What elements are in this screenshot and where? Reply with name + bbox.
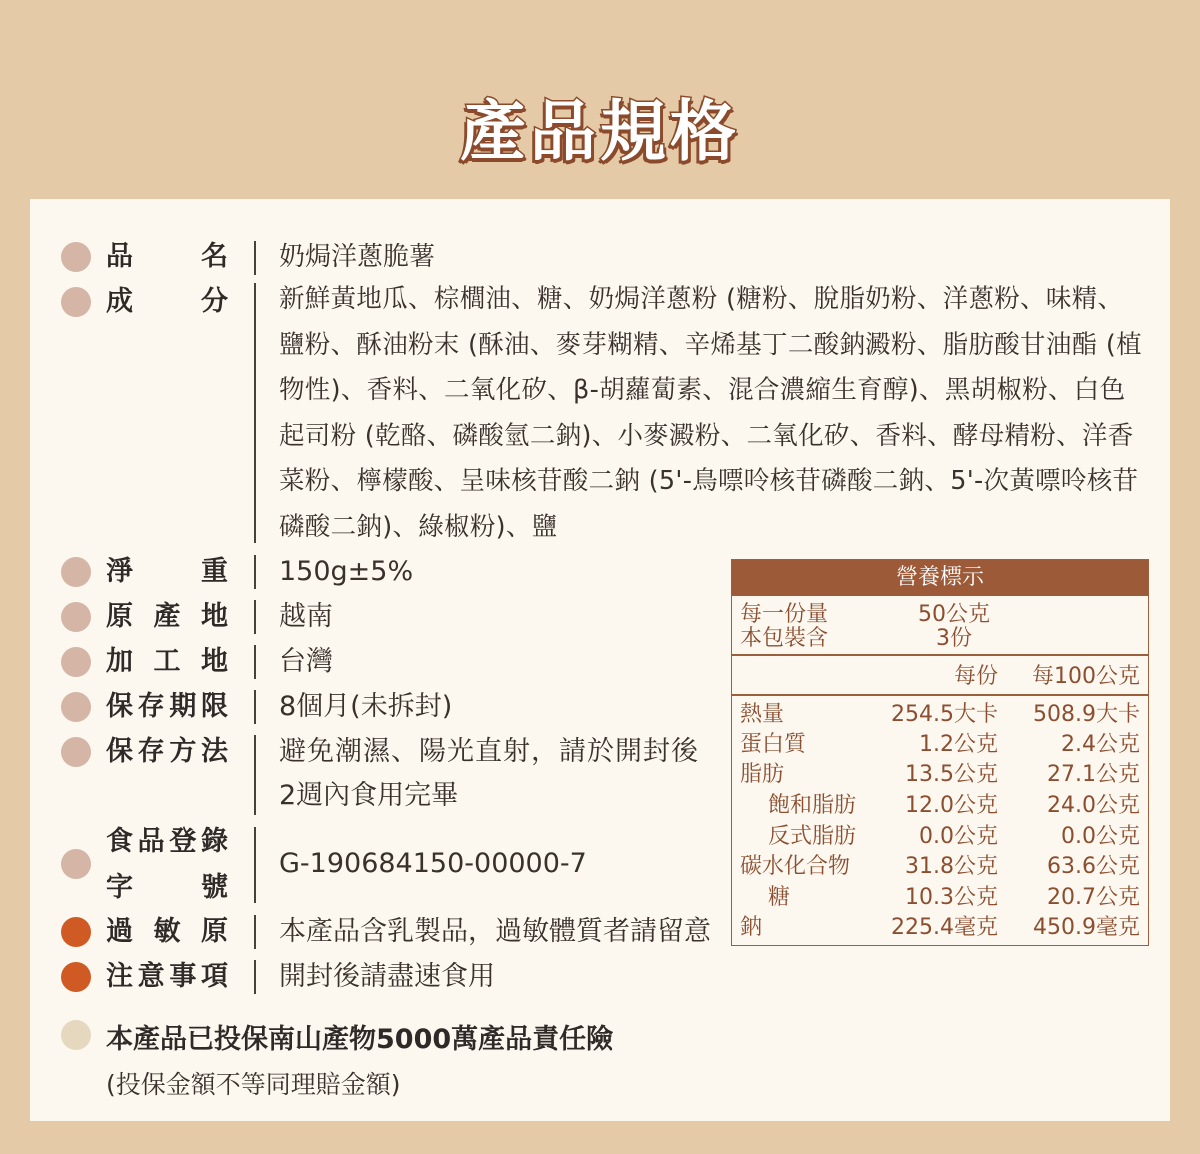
value-registration: G-190684150-00000-7 <box>279 848 587 879</box>
label-origin: 原產地 <box>106 601 228 632</box>
table-divider <box>732 694 1148 696</box>
nutrient-per-100g: 0.0公克 <box>1061 824 1140 849</box>
nutrient-per-100g: 63.6公克 <box>1047 854 1140 879</box>
nutrient-name: 鈉 <box>740 915 763 940</box>
nutrient-per-100g: 508.9大卡 <box>1033 702 1140 727</box>
col-per-100g: 每100公克 <box>1032 664 1140 689</box>
nutrient-per-serving: 254.5大卡 <box>891 702 998 727</box>
label-processing: 加工地 <box>106 646 228 677</box>
insurance-dot <box>61 1020 91 1050</box>
bullet-dot <box>61 557 91 587</box>
nutrient-per-100g: 27.1公克 <box>1047 762 1140 787</box>
divider <box>254 735 256 815</box>
nutrient-name: 飽和脂肪 <box>768 793 857 818</box>
nutrient-per-serving: 13.5公克 <box>905 762 998 787</box>
bullet-dot <box>61 287 91 317</box>
nutrient-name: 反式脂肪 <box>768 824 857 849</box>
servings-value: 3份 <box>936 626 972 651</box>
value-origin: 越南 <box>279 601 333 632</box>
value-storage-line2: 2週內食用完畢 <box>279 780 459 811</box>
label-name: 品名 <box>106 241 228 272</box>
divider <box>254 555 256 589</box>
insurance-note: 本產品已投保南山產物5000萬產品責任險 <box>106 1024 614 1055</box>
nutrient-per-100g: 2.4公克 <box>1061 732 1140 757</box>
value-notice: 開封後請盡速食用 <box>279 961 495 992</box>
divider <box>254 960 256 994</box>
nutrient-name: 糖 <box>768 885 791 910</box>
nutrient-per-100g: 450.9毫克 <box>1033 915 1140 940</box>
servings-label: 本包裝含 <box>740 626 829 651</box>
nutrient-per-serving: 225.4毫克 <box>891 915 998 940</box>
nutrient-name: 蛋白質 <box>740 732 807 757</box>
value-storage-line1: 避免潮濕、陽光直射，請於開封後 <box>279 736 699 767</box>
nutrition-table <box>731 559 1149 946</box>
nutrient-per-100g: 20.7公克 <box>1047 885 1140 910</box>
bullet-dot <box>61 849 91 879</box>
label-storage: 保存方法 <box>106 736 228 767</box>
value-weight: 150g±5% <box>279 556 414 587</box>
label-shelf-life: 保存期限 <box>106 691 228 722</box>
label-notice: 注意事項 <box>106 961 228 992</box>
label-registration-line2: 字號 <box>106 872 228 903</box>
label-registration-line1: 食品登錄 <box>106 826 228 857</box>
nutrition-title: 營養標示 <box>732 560 1148 596</box>
nutrient-per-100g: 24.0公克 <box>1047 793 1140 818</box>
spec-card <box>30 199 1170 1121</box>
nutrient-name: 熱量 <box>740 702 785 727</box>
nutrient-per-serving: 10.3公克 <box>905 885 998 910</box>
bullet-dot <box>61 602 91 632</box>
bullet-dot <box>61 647 91 677</box>
label-ingredients: 成分 <box>106 286 228 317</box>
nutrient-name: 碳水化合物 <box>740 854 851 879</box>
alert-dot <box>61 917 91 947</box>
value-processing: 台灣 <box>279 646 333 677</box>
divider <box>254 915 256 949</box>
nutrient-per-serving: 12.0公克 <box>905 793 998 818</box>
alert-dot <box>61 962 91 992</box>
divider <box>254 241 256 275</box>
page-title: 產品規格 <box>460 93 740 170</box>
divider <box>254 600 256 634</box>
value-ingredients: 新鮮黃地瓜、棕櫚油、糖、奶焗洋蔥粉 (糖粉、脫脂奶粉、洋蔥粉、味精、鹽粉、酥油粉末 (酥油、麥芽糊精、辛烯基丁二酸鈉澱粉、脂肪酸甘油酯 (植物性)、香料、二氧化矽、β-胡蘿蔔素、混合濃縮生育醇)、黑胡椒粉、白色起司粉 (乾酪、磷酸氫二鈉)、小麥澱粉、二氧化矽、香料、酵母精粉、洋香菜粉、檸檬酸、呈味核苷酸二鈉 (5'-鳥嘌呤核苷磷酸二鈉、5'-次黃嘌呤核苷磷酸二鈉)、綠椒粉)、鹽 <box>279 284 1142 542</box>
table-divider <box>732 654 1148 656</box>
serving-size-label: 每一份量 <box>740 602 829 627</box>
value-allergen: 本產品含乳製品，過敏體質者請留意 <box>279 916 711 947</box>
bullet-dot <box>61 737 91 767</box>
serving-size-value: 50公克 <box>918 602 990 627</box>
divider <box>254 827 256 903</box>
nutrient-per-serving: 31.8公克 <box>905 854 998 879</box>
nutrient-per-serving: 0.0公克 <box>919 824 998 849</box>
nutrient-name: 脂肪 <box>740 762 785 787</box>
bullet-dot <box>61 692 91 722</box>
label-allergen: 過敏原 <box>106 916 228 947</box>
divider <box>254 690 256 724</box>
value-shelf-life: 8個月(未拆封) <box>279 691 453 722</box>
label-weight: 淨重 <box>106 556 228 587</box>
divider <box>254 645 256 679</box>
nutrient-per-serving: 1.2公克 <box>919 732 998 757</box>
bullet-dot <box>61 242 91 272</box>
value-name: 奶焗洋蔥脆薯 <box>279 242 436 272</box>
insurance-disclaimer: (投保金額不等同理賠金額) <box>106 1070 401 1099</box>
col-per-serving: 每份 <box>953 664 998 689</box>
divider <box>254 283 256 543</box>
